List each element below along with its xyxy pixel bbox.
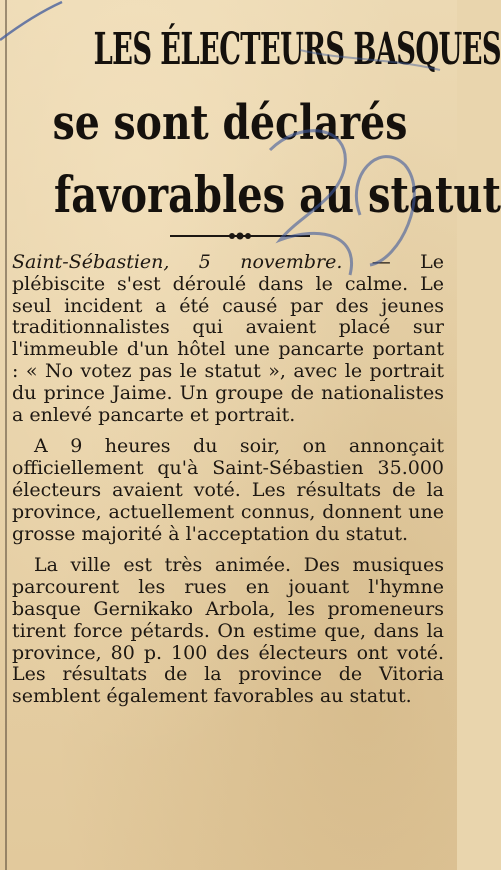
headline-line-2: se sont déclarés (52, 95, 408, 151)
article-body (12, 252, 444, 708)
headline-line-1: LES ÉLECTEURS BASQUES (93, 24, 501, 75)
dateline: Saint-Sébastien, 5 novembre. (12, 251, 343, 273)
dateline-dash: — (342, 251, 421, 273)
article-paragraph-1 (12, 252, 444, 426)
article-paragraph-3: La ville est très animée. Des musiques parcourent les rues en jouant l'hymne basque Gernikako Arbola, les promeneurs tirent force pétards. On estime que, dans la province, 80 p. 100 des électeurs ont voté. Les résultats de la province de Vitoria semblent également favorables au statut. (12, 554, 444, 708)
column-rule (5, 0, 7, 870)
ornament-divider (170, 232, 310, 240)
paragraph-1-text: Le plébiscite s'est déroulé dans le calme. Le seul incident a été causé par des jeunes traditionnalistes qui avaient placé sur l'immeuble d'un hôtel une pancarte portant : « No votez pas le statut », avec le portrait du prince Jaime. Un groupe de nationalistes a enlevé pancarte et portrait. (12, 251, 444, 426)
headline-line-3: favorables au statut (54, 165, 501, 224)
article-paragraph-2: A 9 heures du soir, on annonçait officiellement qu'à Saint-Sébastien 35.000 électeurs avaient voté. Les résultats de la province, actuellement connus, donnent une grosse majorité à l'acceptation du statut. (12, 435, 444, 545)
